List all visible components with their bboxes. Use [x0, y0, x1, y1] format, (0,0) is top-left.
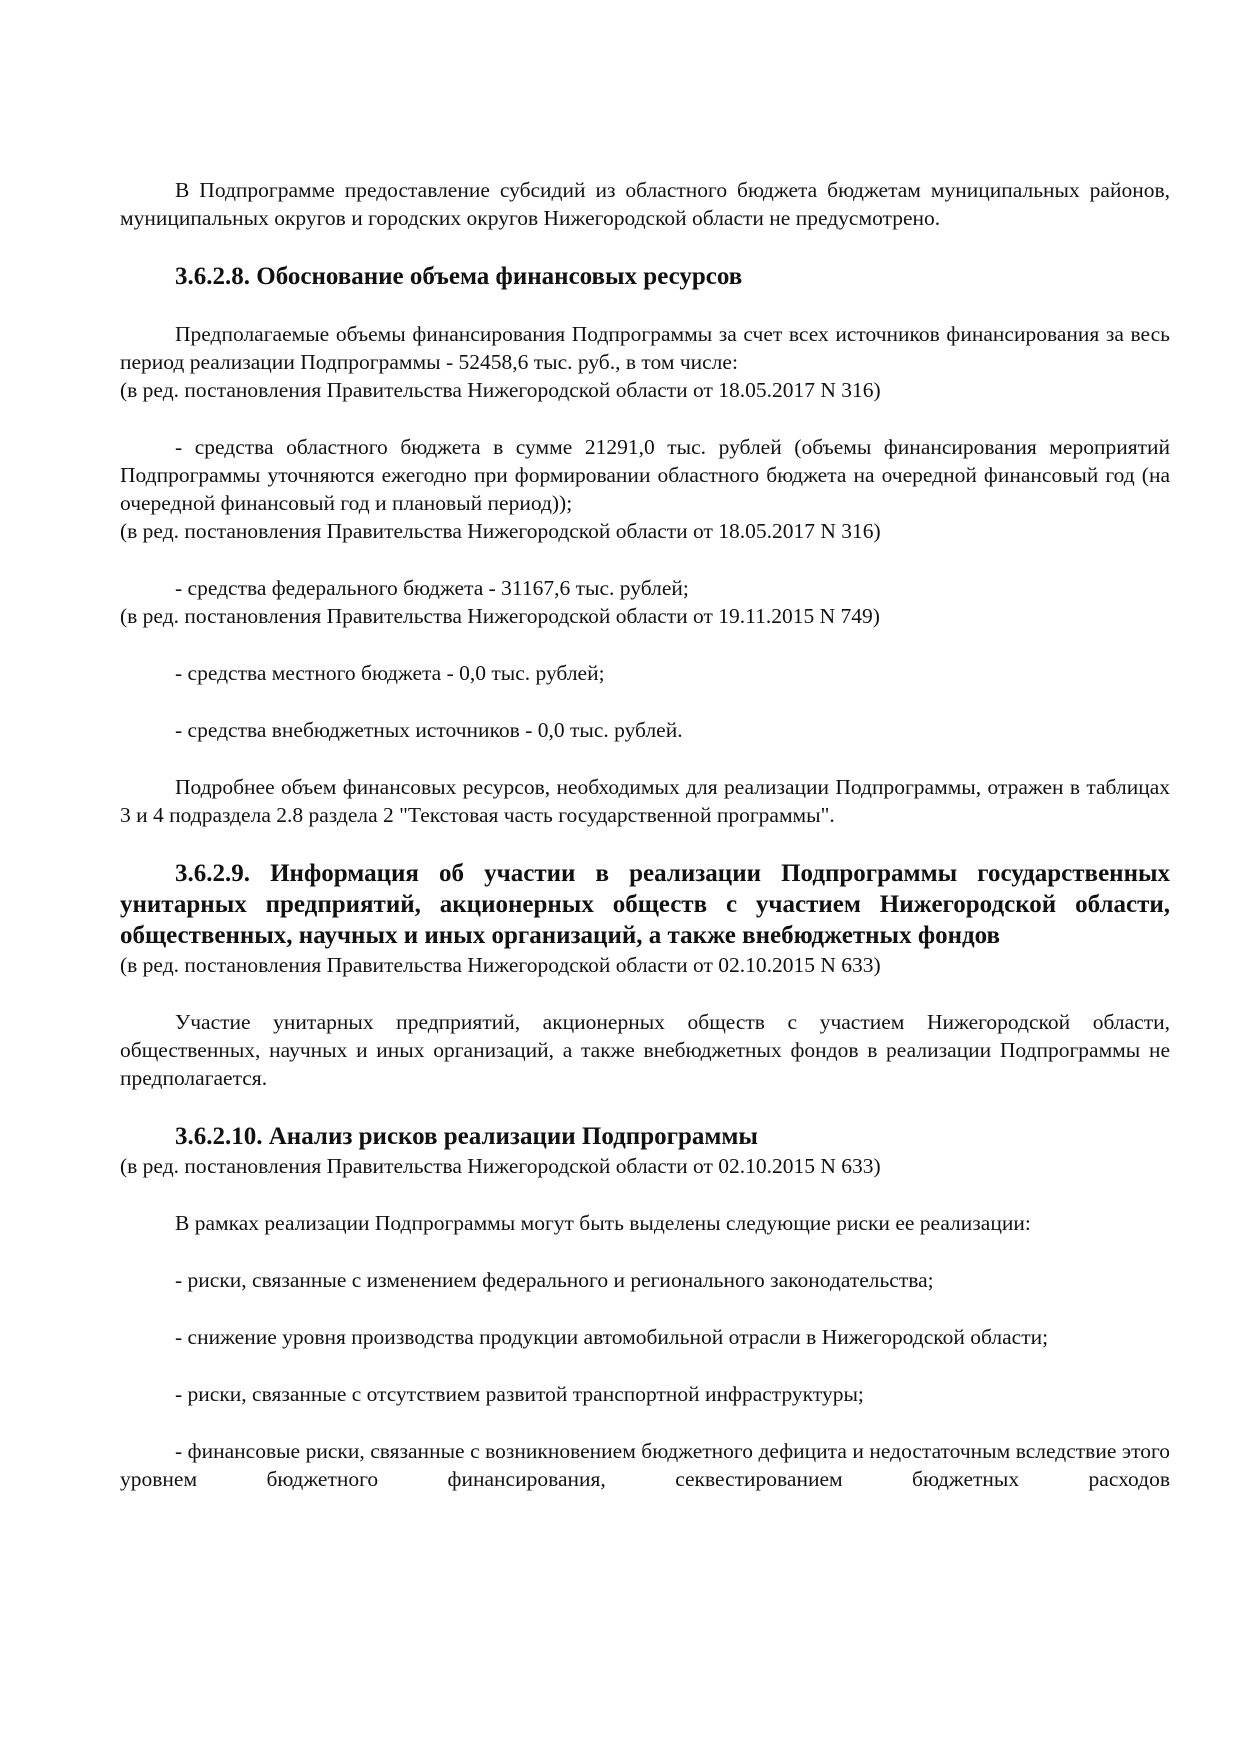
paragraph: - средства местного бюджета - 0,0 тыс. рублей; [175, 661, 605, 685]
section-heading-3-6-2-10: 3.6.2.10. Анализ рисков реализации Подпрограммы [175, 1123, 758, 1150]
edition-note: (в ред. постановления Правительства Нижегородской области от 19.11.2015 N 749) [120, 604, 880, 628]
paragraph: - риски, связанные с изменением федерального и регионального законодательства; [175, 1268, 934, 1292]
paragraph: - средства федерального бюджета - 31167,6 тыс. рублей; [175, 576, 689, 600]
paragraph: В Подпрограмме предоставление субсидий из областного бюджета бюджетам муниципальных районов, муниципальных округов и городских округов Нижегородской области не предусмотрено. [120, 178, 1170, 230]
edition-note: (в ред. постановления Правительства Нижегородской области от 18.05.2017 N 316) [120, 378, 881, 402]
section-heading-3-6-2-8: 3.6.2.8. Обоснование объема финансовых ресурсов [175, 263, 743, 290]
document-page [120, 176, 1170, 1522]
paragraph: - снижение уровня производства продукции автомобильной отрасли в Нижегородской области; [175, 1325, 1049, 1349]
paragraph: Участие унитарных предприятий, акционерных обществ с участием Нижегородской области, общественных, научных и иных организаций, а также внебюджетных фондов в реализации Подпрограммы не предполагается. [120, 1010, 1170, 1090]
paragraph: - финансовые риски, связанные с возникновением бюджетного дефицита и недостаточным вследствие этого уровнем бюджетного финансирования, секвестированием бюджетных расходов [120, 1439, 1170, 1491]
paragraph: Подробнее объем финансовых ресурсов, необходимых для реализации Подпрограммы, отражен в таблицах 3 и 4 подраздела 2.8 раздела 2 "Текстовая часть государственной программы". [120, 775, 1170, 827]
paragraph: - средства внебюджетных источников - 0,0 тыс. рублей. [175, 718, 683, 742]
paragraph: В рамках реализации Подпрограммы могут быть выделены следующие риски ее реализации: [175, 1211, 1031, 1235]
edition-note: (в ред. постановления Правительства Нижегородской области от 02.10.2015 N 633) [120, 953, 881, 977]
paragraph: - средства областного бюджета в сумме 21291,0 тыс. рублей (объемы финансирования мероприятий Подпрограммы уточняются ежегодно при формировании областного бюджета на очередной финансовый год (на очередной финансовый год и плановый период)); [120, 435, 1170, 515]
section-heading-3-6-2-9: 3.6.2.9. Информация об участии в реализации Подпрограммы государственных унитарных предприятий, акционерных обществ с участием Нижегородской области, общественных, научных и иных организаций, а также внебюджетных фондов [120, 860, 1170, 949]
paragraph: Предполагаемые объемы финансирования Подпрограммы за счет всех источников финансирования за весь период реализации Подпрограммы - 52458,6 тыс. руб., в том числе: [120, 322, 1170, 374]
edition-note: (в ред. постановления Правительства Нижегородской области от 02.10.2015 N 633) [120, 1154, 881, 1178]
paragraph: - риски, связанные с отсутствием развитой транспортной инфраструктуры; [175, 1382, 864, 1406]
edition-note: (в ред. постановления Правительства Нижегородской области от 18.05.2017 N 316) [120, 519, 881, 543]
